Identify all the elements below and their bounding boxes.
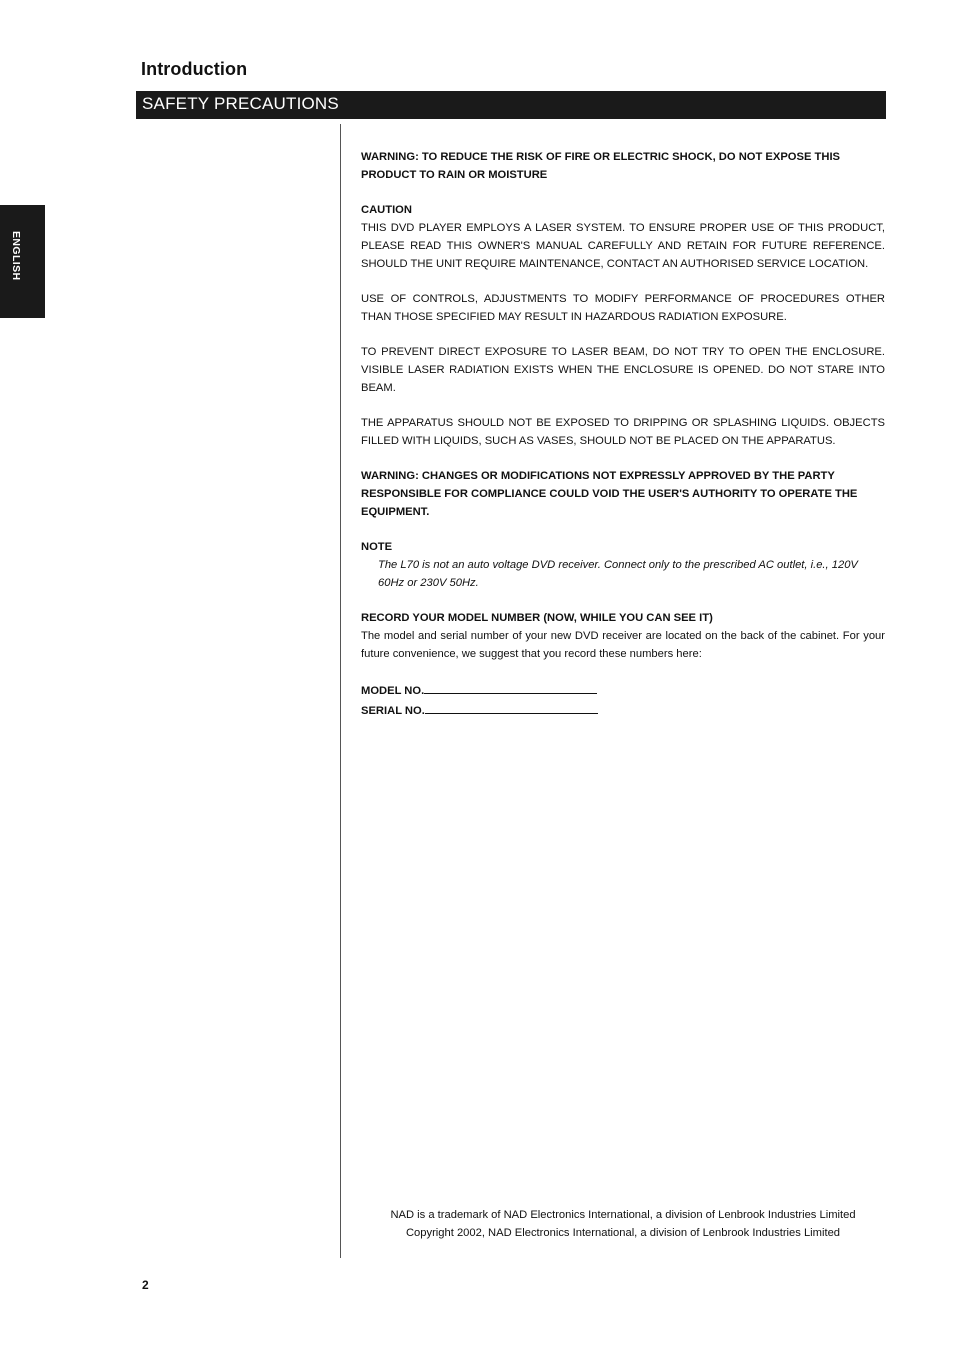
caution-heading: CAUTION [361, 204, 412, 216]
note-heading: NOTE [361, 541, 393, 553]
caution-paragraph-controls: USE OF CONTROLS, ADJUSTMENTS TO MODIFY PERFORMANCE OF PROCEDURES OTHER THAN THOSE SPECIFIED MAY RESULT IN HAZARDOUS RADIATION EXPOSURE. [361, 293, 885, 323]
page-title: Introduction [141, 59, 248, 79]
serial-number-label: SERIAL NO. [361, 705, 425, 717]
safety-content [361, 148, 885, 720]
language-tab [0, 205, 45, 318]
record-heading: RECORD YOUR MODEL NUMBER (NOW, WHILE YOU CAN SEE IT) [361, 612, 713, 624]
note-body: The L70 is not an auto voltage DVD receiver. Connect only to the prescribed AC outlet, i.e., 120V 60Hz or 230V 50Hz. [378, 559, 858, 589]
section-title: SAFETY PRECAUTIONS [142, 94, 339, 113]
warning-modifications: WARNING: CHANGES OR MODIFICATIONS NOT EXPRESSLY APPROVED BY THE PARTY RESPONSIBLE FOR COMPLIANCE COULD VOID THE USER'S AUTHORITY TO OPERATE THE EQUIPMENT. [361, 470, 858, 518]
language-tab-label: ENGLISH [10, 231, 22, 281]
footer [361, 1206, 885, 1242]
model-number-label: MODEL NO. [361, 685, 425, 697]
record-body: The model and serial number of your new DVD receiver are located on the back of the cabinet. For your future convenience, we suggest that you record these numbers here: [361, 630, 885, 660]
page-number: 2 [142, 1278, 149, 1292]
serial-number-line [425, 700, 598, 714]
section-header-bar [136, 91, 886, 119]
caution-paragraph-laser: THIS DVD PLAYER EMPLOYS A LASER SYSTEM. TO ENSURE PROPER USE OF THIS PRODUCT, PLEASE READ THIS OWNER'S MANUAL CAREFULLY AND RETAIN FOR FUTURE REFERENCE. SHOULD THE UNIT REQUIRE MAINTENANCE, CONTACT AN AUTHORISED SERVICE LOCATION. [361, 222, 885, 270]
model-number-row [361, 680, 885, 700]
column-divider [340, 124, 341, 1258]
caution-paragraph-beam: TO PREVENT DIRECT EXPOSURE TO LASER BEAM, DO NOT TRY TO OPEN THE ENCLOSURE. VISIBLE LASER RADIATION EXISTS WHEN THE ENCLOSURE IS OPENED. DO NOT STARE INTO BEAM. [361, 346, 885, 394]
copyright-line: Copyright 2002, NAD Electronics International, a division of Lenbrook Industries Limited [405, 1227, 841, 1239]
serial-number-row [361, 700, 885, 720]
trademark-line: NAD is a trademark of NAD Electronics International, a division of Lenbrook Industries Limited [390, 1209, 856, 1221]
caution-paragraph-liquids: THE APPARATUS SHOULD NOT BE EXPOSED TO DRIPPING OR SPLASHING LIQUIDS. OBJECTS FILLED WITH LIQUIDS, SUCH AS VASES, SHOULD NOT BE PLACED ON THE APPARATUS. [361, 417, 885, 447]
warning-rain-moisture: WARNING: TO REDUCE THE RISK OF FIRE OR ELECTRIC SHOCK, DO NOT EXPOSE THIS PRODUCT TO RAIN OR MOISTURE [361, 151, 841, 181]
model-number-line [424, 680, 597, 694]
